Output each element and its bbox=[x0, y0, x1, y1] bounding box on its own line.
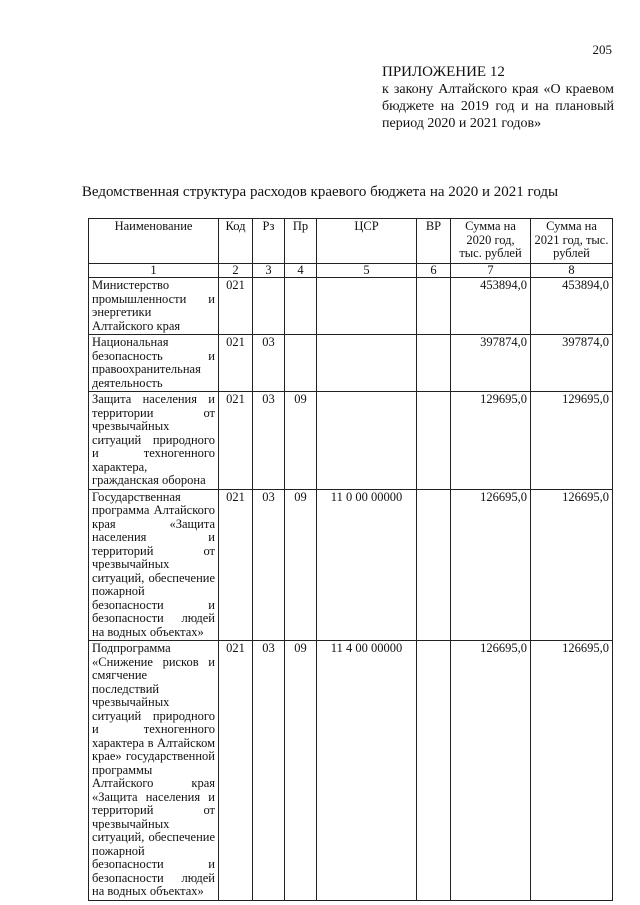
header-rz: Рз bbox=[253, 219, 285, 264]
row-sum-2020: 126695,0 bbox=[451, 641, 531, 901]
table-row bbox=[89, 641, 613, 901]
row-pr: 09 bbox=[285, 489, 317, 641]
row-rz: 03 bbox=[253, 392, 285, 490]
row-code: 021 bbox=[219, 489, 253, 641]
table-row bbox=[89, 335, 613, 392]
header-sum-2020: Сумма на 2020 год, тыс. рублей bbox=[451, 219, 531, 264]
header-pr: Пр bbox=[285, 219, 317, 264]
header-csr: ЦСР bbox=[317, 219, 417, 264]
row-sum-2020: 126695,0 bbox=[451, 489, 531, 641]
row-pr bbox=[285, 335, 317, 392]
budget-table bbox=[88, 218, 613, 901]
row-name: Национальная безопасность и правоохранительная деятельность bbox=[89, 335, 219, 392]
table-row bbox=[89, 278, 613, 335]
column-number: 8 bbox=[531, 264, 613, 278]
table-row bbox=[89, 489, 613, 641]
row-pr: 09 bbox=[285, 392, 317, 490]
row-sum-2021: 453894,0 bbox=[531, 278, 613, 335]
row-pr bbox=[285, 278, 317, 335]
row-vr bbox=[417, 641, 451, 901]
row-csr: 11 0 00 00000 bbox=[317, 489, 417, 641]
row-csr bbox=[317, 335, 417, 392]
appendix-title: ПРИЛОЖЕНИЕ 12 bbox=[382, 64, 505, 80]
header-vr: ВР bbox=[417, 219, 451, 264]
row-name: Министерство промышленности и энергетики Алтайского края bbox=[89, 278, 219, 335]
row-rz bbox=[253, 278, 285, 335]
row-csr: 11 4 00 00000 bbox=[317, 641, 417, 901]
column-number: 6 bbox=[417, 264, 451, 278]
row-code: 021 bbox=[219, 335, 253, 392]
row-csr bbox=[317, 278, 417, 335]
table-title: Ведомственная структура расходов краевого бюджета на 2020 и 2021 годы bbox=[81, 184, 559, 200]
row-sum-2020: 453894,0 bbox=[451, 278, 531, 335]
row-code: 021 bbox=[219, 278, 253, 335]
row-rz: 03 bbox=[253, 641, 285, 901]
row-sum-2020: 397874,0 bbox=[451, 335, 531, 392]
column-number: 3 bbox=[253, 264, 285, 278]
column-number: 1 bbox=[89, 264, 219, 278]
column-number: 5 bbox=[317, 264, 417, 278]
header-sum-2021: Сумма на 2021 год, тыс. рублей bbox=[531, 219, 613, 264]
column-number: 7 bbox=[451, 264, 531, 278]
column-number: 2 bbox=[219, 264, 253, 278]
row-sum-2020: 129695,0 bbox=[451, 392, 531, 490]
table-header-row bbox=[89, 219, 613, 264]
table-row bbox=[89, 392, 613, 490]
page-number: 205 bbox=[592, 42, 612, 57]
row-code: 021 bbox=[219, 392, 253, 490]
row-vr bbox=[417, 489, 451, 641]
header-code: Код bbox=[219, 219, 253, 264]
row-sum-2021: 126695,0 bbox=[531, 641, 613, 901]
column-number-row bbox=[89, 264, 613, 278]
row-sum-2021: 397874,0 bbox=[531, 335, 613, 392]
row-name: Государственная программа Алтайского края «Защита населения и территорий от чрезвычайных ситуаций, обеспечение пожарной безопасности и безопасности людей на водных объектах» bbox=[89, 489, 219, 641]
row-sum-2021: 129695,0 bbox=[531, 392, 613, 490]
header-name: Наименование bbox=[89, 219, 219, 264]
row-vr bbox=[417, 392, 451, 490]
appendix-basis: к закону Алтайского края «О краевом бюджете на 2019 год и на плановый период 2020 и 2021 годов» bbox=[382, 82, 614, 131]
appendix-header bbox=[382, 64, 614, 132]
row-code: 021 bbox=[219, 641, 253, 901]
column-number: 4 bbox=[285, 264, 317, 278]
row-pr: 09 bbox=[285, 641, 317, 901]
row-name: Защита населения и территории от чрезвычайных ситуаций природного и техногенного характера, гражданская оборона bbox=[89, 392, 219, 490]
row-vr bbox=[417, 278, 451, 335]
row-rz: 03 bbox=[253, 335, 285, 392]
row-rz: 03 bbox=[253, 489, 285, 641]
row-csr bbox=[317, 392, 417, 490]
row-sum-2021: 126695,0 bbox=[531, 489, 613, 641]
row-vr bbox=[417, 335, 451, 392]
row-name: Подпрограмма «Снижение рисков и смягчение последствий чрезвычайных ситуаций природного и техногенного характера в Алтайском крае» государственной программы Алтайского края «Защита населения и территорий от чрезвычайных ситуаций, обеспечение пожарной безопасности и безопасности людей на водных объектах» bbox=[89, 641, 219, 901]
